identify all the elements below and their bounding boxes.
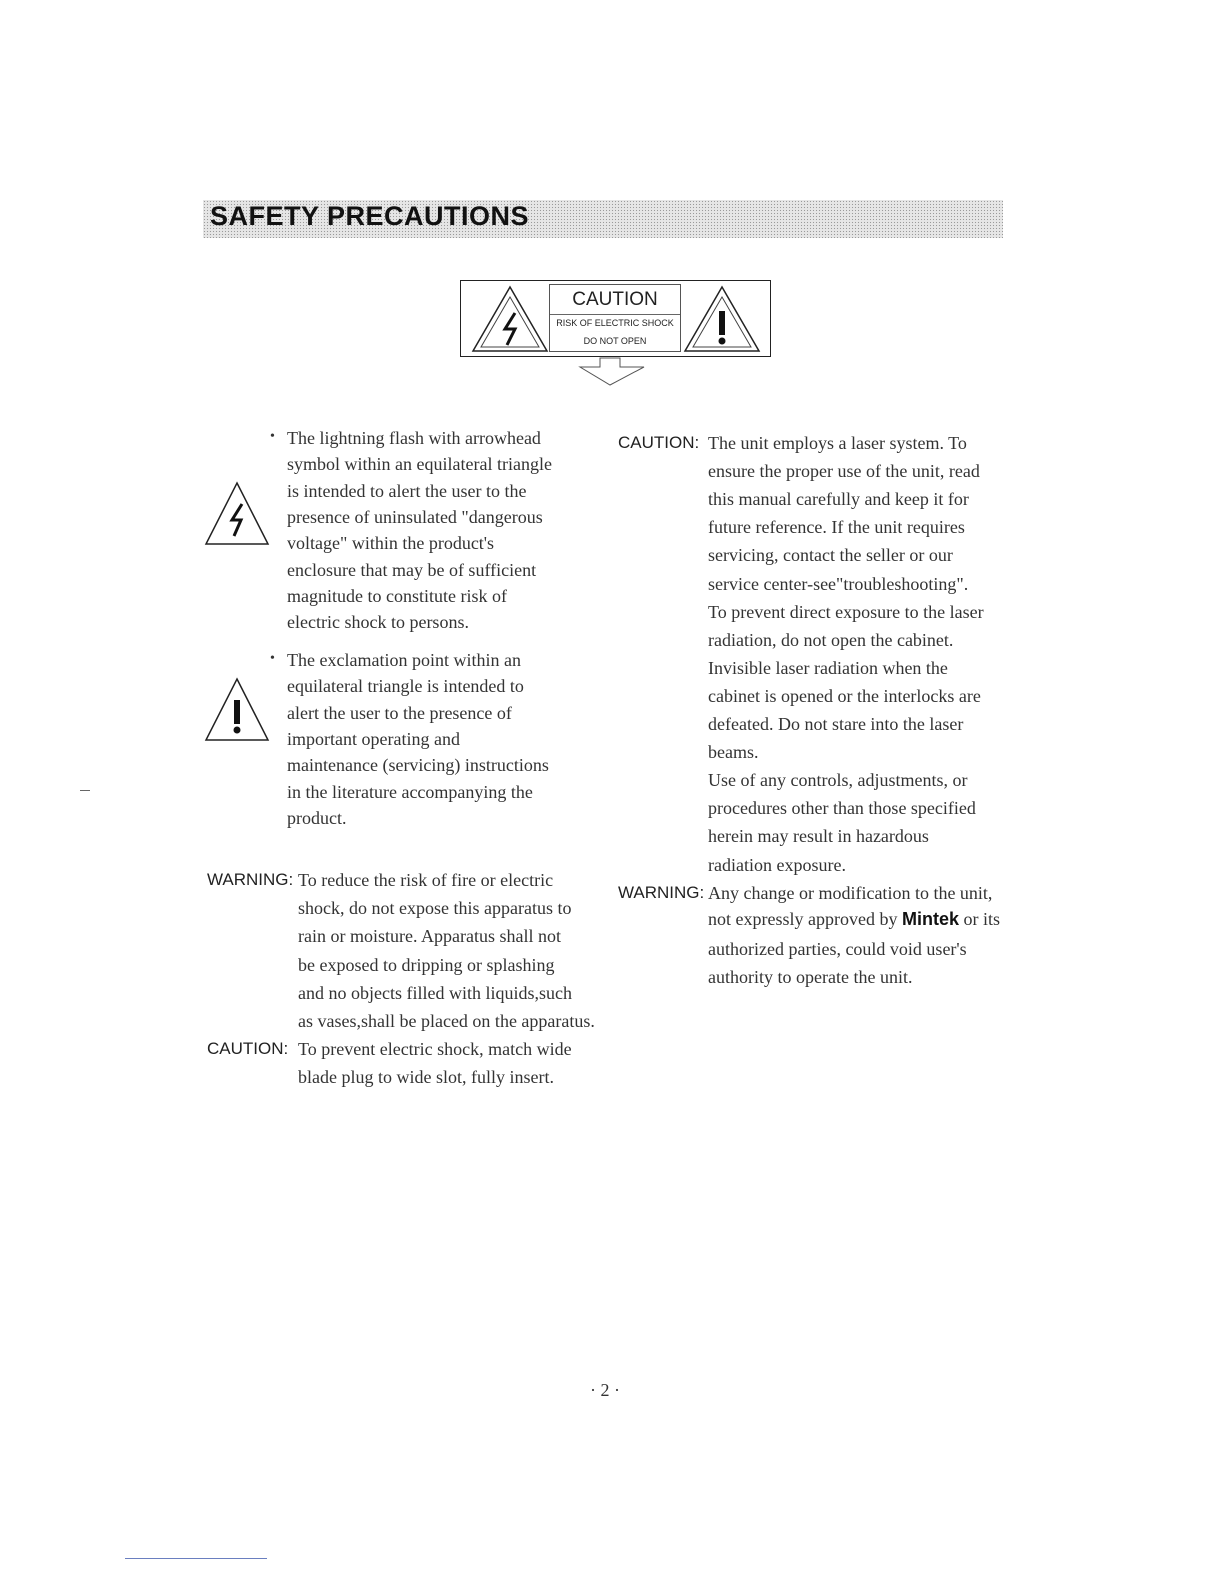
margin-mark — [80, 790, 90, 791]
warning-label: WARNING: — [618, 883, 705, 902]
bullet-text-line: electric shock to persons. — [287, 612, 469, 633]
caution-text-line: radiation exposure. — [708, 854, 846, 875]
caution-text-line: radiation, do not open the cabinet. — [708, 629, 954, 650]
caution-text-line: To prevent direct exposure to the laser — [708, 601, 984, 622]
caution-text-line: ensure the proper use of the unit, read — [708, 461, 980, 482]
caution-text-line: servicing, contact the seller or our — [708, 545, 953, 566]
bullet-text-line: enclosure that may be of sufficient — [287, 559, 537, 580]
bullet-text-line: voltage" within the product's — [287, 533, 495, 554]
caution-text-line: Invisible laser radiation when the — [708, 657, 948, 678]
bullet-text-line: alert the user to the presence of — [287, 702, 512, 723]
caution-label: CAUTION: — [618, 433, 700, 452]
brand-name: Mintek — [901, 909, 959, 929]
warning-label: WARNING: — [207, 870, 294, 889]
lightning-warning-icon — [469, 283, 551, 353]
bullet-text-line: maintenance (servicing) instructions — [287, 755, 549, 776]
caution-text-line: defeated. Do not stare into the laser — [708, 714, 964, 734]
warning-text-line: authorized parties, could void user's — [708, 939, 967, 960]
bullet: • — [270, 651, 275, 666]
bullet-text-line: The exclamation point within an — [287, 650, 521, 670]
caution-text-line: beams. — [708, 742, 759, 763]
caution-text-line: procedures other than those specified — [708, 798, 976, 819]
warning-text-line: Any change or modification to the unit, — [708, 883, 993, 903]
bullet-text-line: important operating and — [287, 728, 460, 749]
caution-text-line: Use of any controls, adjustments, or — [708, 770, 968, 791]
page-number: · 2 · — [590, 1380, 620, 1400]
caution-text-line: To prevent electric shock, match wide — [298, 1039, 572, 1059]
caution-line-1: RISK OF ELECTRIC SHOCK — [556, 318, 674, 328]
lightning-warning-icon — [204, 480, 270, 546]
bullet-text-line: symbol within an equilateral triangle — [287, 454, 552, 475]
warning-text-line: authority to operate the unit. — [708, 967, 913, 988]
caution-text-line: cabinet is opened or the interlocks are — [708, 685, 981, 706]
caution-label-graphic — [460, 280, 771, 357]
caution-text-line: service center-see"troubleshooting". — [708, 573, 969, 594]
bullet-text-line: equilateral triangle is intended to — [287, 676, 524, 697]
exclamation-warning-icon — [681, 283, 763, 353]
caution-label: CAUTION: — [207, 1039, 289, 1058]
warning-text-line: rain or moisture. Apparatus shall not — [298, 926, 561, 947]
bullet: • — [270, 429, 275, 444]
caution-text-line: this manual carefully and keep it for — [708, 489, 969, 510]
warning-line-brand: not expressly approved by Mintek or its — [708, 909, 1000, 929]
caution-text-line: herein may result in hazardous — [708, 826, 929, 847]
bullet-text-line: is intended to alert the user to the — [287, 480, 527, 501]
warning-text-line: To reduce the risk of fire or electric — [298, 870, 554, 890]
footnote-rule — [125, 1558, 267, 1559]
caution-text-line: The unit employs a laser system. To — [708, 433, 967, 453]
down-arrow-icon — [578, 357, 648, 387]
bullet-text-line: The lightning flash with arrowhead — [287, 428, 541, 448]
bullet-text-line: product. — [287, 807, 347, 828]
bullet-text-line: in the literature accompanying the — [287, 781, 533, 802]
page-title: SAFETY PRECAUTIONS — [210, 201, 530, 231]
caution-text-box — [549, 284, 681, 352]
exclamation-warning-icon — [204, 676, 270, 742]
warning-text-line: shock, do not expose this apparatus to — [298, 898, 572, 919]
bullet-text-line: presence of uninsulated "dangerous — [287, 506, 543, 527]
caution-text-line: blade plug to wide slot, fully insert. — [298, 1067, 554, 1088]
caution-text-line: future reference. If the unit requires — [708, 517, 965, 538]
caution-line-2: DO NOT OPEN — [583, 336, 647, 346]
warning-text-line: as vases,shall be placed on the apparatus. — [298, 1011, 595, 1031]
caution-title: CAUTION — [572, 289, 658, 310]
bullet-text-line: magnitude to constitute risk of — [287, 585, 507, 606]
warning-text-line: and no objects filled with liquids,such — [298, 982, 572, 1003]
warning-text-line: be exposed to dripping or splashing — [298, 954, 555, 975]
